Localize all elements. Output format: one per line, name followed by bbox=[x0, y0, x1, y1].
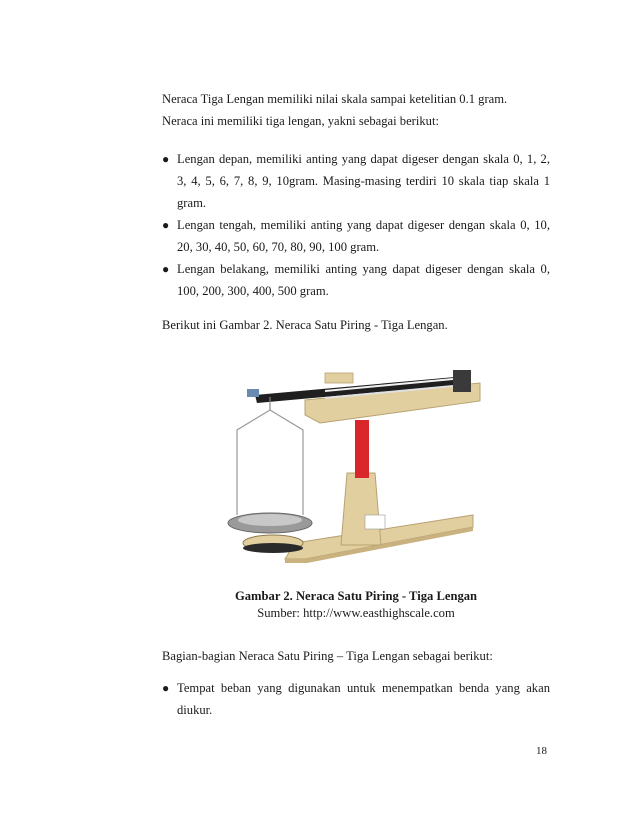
list-item bbox=[162, 258, 550, 302]
bullet-icon: ● bbox=[162, 681, 170, 695]
arms-bullet-list bbox=[162, 148, 550, 302]
figure-caption-title: Gambar 2. Neraca Satu Piring - Tiga Lengan bbox=[234, 589, 478, 603]
balance-label-plate bbox=[365, 515, 385, 529]
parts-intro-paragraph: Bagian-bagian Neraca Satu Piring – Tiga Lengan sebagai berikut: bbox=[162, 649, 493, 663]
balance-hook-block bbox=[247, 389, 259, 397]
list-item-text: Lengan depan, memiliki anting yang dapat digeser dengan skala 0, 1, 2, 3, 4, 5, 6, 7, 8, 9, 10gram. Masing-masing terdiri 10 skala tiap skala 1 gram. bbox=[177, 152, 550, 210]
bullet-icon: ● bbox=[162, 152, 170, 166]
list-item bbox=[162, 677, 550, 721]
list-item-text: Lengan tengah, memiliki anting yang dapat digeser dengan skala 0, 10, 20, 30, 40, 50, 60, 70, 80, 90, 100 gram. bbox=[177, 218, 550, 254]
balance-pan-base bbox=[243, 543, 303, 553]
balance-red-post bbox=[355, 420, 369, 478]
parts-bullet-list bbox=[162, 677, 550, 721]
page-number: 18 bbox=[536, 745, 547, 757]
balance-rider-weight bbox=[325, 373, 353, 383]
figure-caption-source: Sumber: http://www.easthighscale.com bbox=[257, 606, 455, 620]
balance-pan-inner bbox=[238, 514, 302, 526]
balance-beam-end bbox=[453, 370, 471, 392]
balance-pillar bbox=[341, 473, 381, 545]
bullet-icon: ● bbox=[162, 218, 170, 232]
intro-paragraph-line2: Neraca ini memiliki tiga lengan, yakni sebagai berikut: bbox=[162, 114, 439, 128]
list-item-text: Lengan belakang, memiliki anting yang dapat digeser dengan skala 0, 100, 200, 300, 400, 500 gram. bbox=[177, 262, 550, 298]
balance-hanger-right bbox=[270, 410, 303, 515]
figure-intro-paragraph: Berikut ini Gambar 2. Neraca Satu Piring - Tiga Lengan. bbox=[162, 318, 448, 332]
bullet-icon: ● bbox=[162, 262, 170, 276]
intro-paragraph-line1: Neraca Tiga Lengan memiliki nilai skala sampai ketelitian 0.1 gram. bbox=[162, 92, 508, 106]
balance-hanger-left bbox=[237, 410, 270, 515]
triple-beam-balance-image bbox=[225, 365, 490, 565]
list-item bbox=[162, 214, 550, 258]
list-item bbox=[162, 148, 550, 214]
list-item-text: Tempat beban yang digunakan untuk menempatkan benda yang akan diukur. bbox=[177, 681, 550, 717]
